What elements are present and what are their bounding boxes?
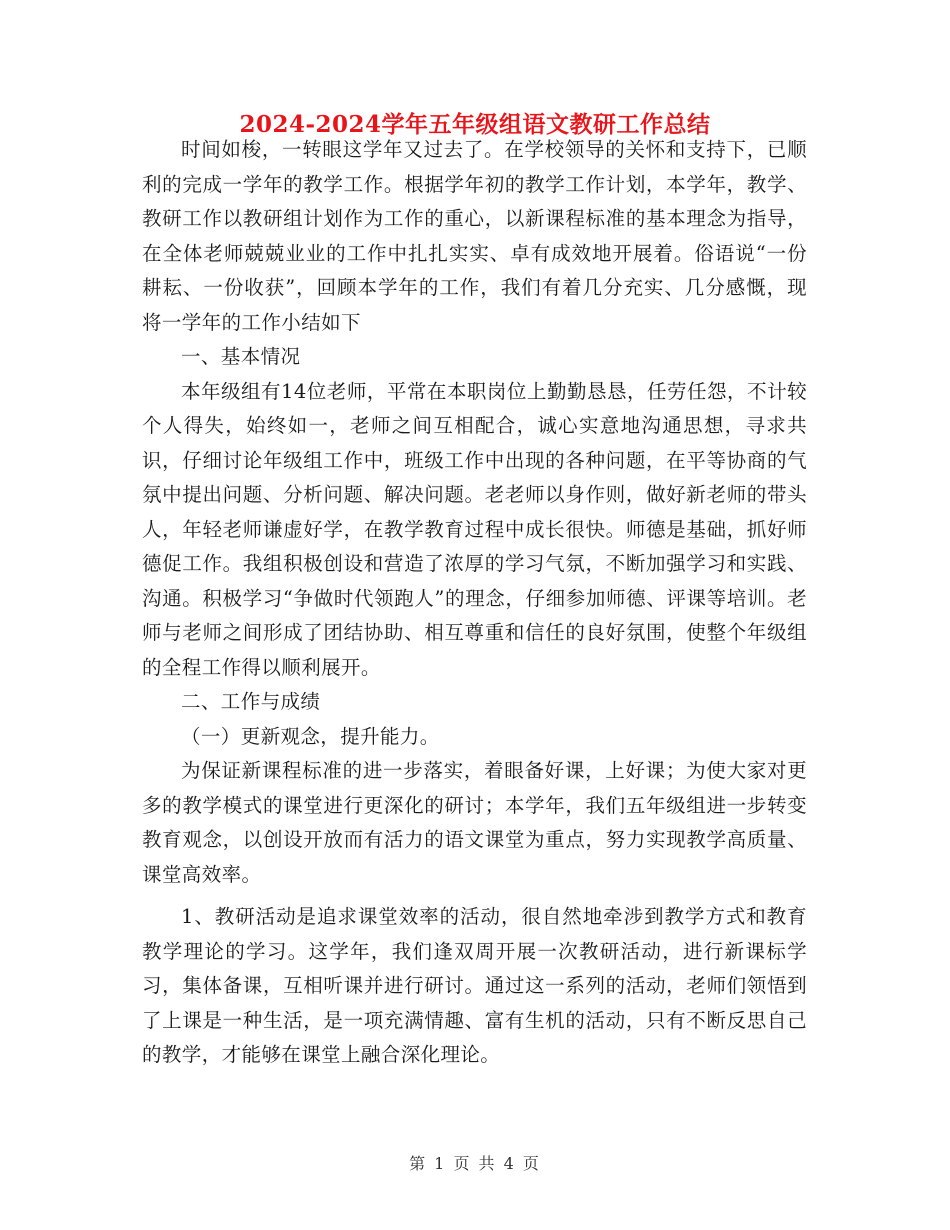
paragraph-intro: 时间如梭，一转眼这学年又过去了。在学校领导的关怀和支持下，已顺利的完成一学年的教学工作。根据学年初的教学工作计划，本学年，教学、教研工作以教研组计划作为工作的重心，以新课程标准的基本理念为指导，在全体老师兢兢业业的工作中扎扎实实、卓有成效地开展着。俗语说“一份耕耘、一份收获”，回顾本学年的工作，我们有着几分充实、几分感慨，现将一学年的工作小结如下 [142, 138, 807, 334]
heading-work-achievements: 二、工作与成绩 [181, 690, 321, 713]
document-body [142, 133, 807, 1073]
paragraph-update-concepts: 为保证新课程标准的进一步落实，着眼备好课，上好课；为使大家对更多的教学模式的课堂进行更深化的研讨；本学年，我们五年级组进一步转变教育观念，以创设开放而有活力的语文课堂为重点，努力实现教学高质量、课堂高效率。 [142, 759, 807, 886]
heading-basic-situation: 一、基本情况 [181, 345, 301, 368]
paragraph-basic-situation: 本年级组有14位老师，平常在本职岗位上勤勤恳恳，任劳任怨，不计较个人得失，始终如一，老师之间互相配合，诚心实意地沟通思想，寻求共识，仔细讨论年级组工作中，班级工作中出现的各种问题，在平等协商的气氛中提出问题、分析问题、解决问题。老老师以身作则，做好新老师的带头人，年轻老师谦虚好学，在教学教育过程中成长很快。师德是基础，抓好师德促工作。我组积极创设和营造了浓厚的学习气氛，不断加强学习和实践、沟通。积极学习“争做时代领跑人”的理念，仔细参加师德、评课等培训。老师与老师之间形成了团结协助、相互尊重和信任的良好氛围，使整个年级组的全程工作得以顺利展开。 [142, 379, 807, 679]
page-number-footer: 第 1 页 共 4 页 [409, 1154, 541, 1173]
paragraph-teaching-research: 1、教研活动是追求课堂效率的活动，很自然地牵涉到教学方式和教育教学理论的学习。这学年，我们逢双周开展一次教研活动，进行新课标学习，集体备课，互相听课并进行研讨。通过这一系列的活动，老师们领悟到了上课是一种生活，是一项充满情趣、富有生机的活动，只有不断反思自己的教学，才能够在课堂上融合深化理论。 [142, 905, 807, 1066]
subheading-update-concepts: （一）更新观念，提升能力。 [181, 724, 440, 748]
document-title: 2024-2024学年五年级组语文教研工作总结 [239, 111, 711, 138]
